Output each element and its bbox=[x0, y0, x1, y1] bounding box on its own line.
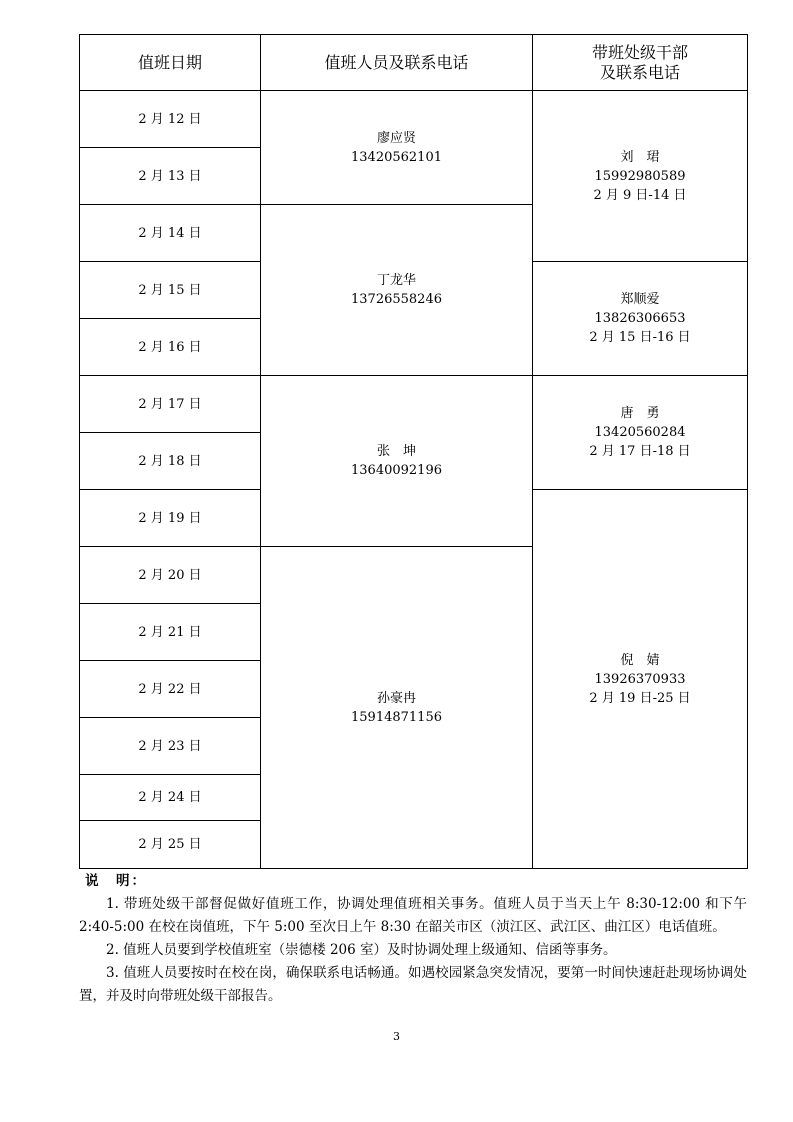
staff-phone: 15914871156 bbox=[351, 709, 442, 725]
duty-schedule-table bbox=[79, 34, 748, 869]
date-cell: 2 月 25 日 bbox=[80, 821, 261, 869]
leader-cell bbox=[533, 91, 748, 262]
staff-cell bbox=[261, 205, 533, 376]
date-cell: 2 月 13 日 bbox=[80, 148, 261, 205]
staff-name: 孙豪冉 bbox=[376, 690, 416, 706]
leader-name: 郑顺爱 bbox=[620, 292, 660, 307]
staff-cell bbox=[261, 547, 533, 869]
leader-cell bbox=[533, 490, 748, 869]
date-cell: 2 月 20 日 bbox=[80, 547, 261, 604]
date-cell: 2 月 22 日 bbox=[80, 661, 261, 718]
date-cell: 2 月 23 日 bbox=[80, 718, 261, 775]
staff-phone: 13420562101 bbox=[351, 149, 442, 165]
staff-phone: 13640092196 bbox=[351, 463, 442, 478]
date-cell: 2 月 21 日 bbox=[80, 604, 261, 661]
leader-phone: 13826306653 bbox=[594, 311, 686, 326]
date-cell: 2 月 12 日 bbox=[80, 91, 261, 148]
leader-period: 2 月 15 日-16 日 bbox=[589, 330, 691, 345]
leader-name: 倪 婧 bbox=[620, 652, 660, 668]
staff-cell bbox=[261, 91, 533, 205]
leader-cell bbox=[533, 262, 748, 376]
date-cell: 2 月 18 日 bbox=[80, 433, 261, 490]
leader-period: 2 月 19 日-25 日 bbox=[589, 690, 691, 706]
page-number: 3 bbox=[393, 1030, 400, 1043]
leader-period: 2 月 9 日-14 日 bbox=[593, 187, 687, 203]
staff-name: 廖应贤 bbox=[376, 130, 416, 146]
table-row bbox=[80, 376, 748, 433]
staff-name: 丁龙华 bbox=[376, 273, 416, 288]
date-cell: 2 月 14 日 bbox=[80, 205, 261, 262]
staff-phone: 13726558246 bbox=[351, 292, 442, 307]
date-cell: 2 月 19 日 bbox=[80, 490, 261, 547]
header-leader bbox=[533, 35, 748, 91]
staff-name: 张 坤 bbox=[376, 444, 416, 459]
date-cell: 2 月 17 日 bbox=[80, 376, 261, 433]
leader-period: 2 月 17 日-18 日 bbox=[589, 444, 691, 459]
leader-cell bbox=[533, 376, 748, 490]
staff-cell bbox=[261, 376, 533, 547]
note-item: 2. 值班人员要到学校值班室（崇德楼 206 室）及时协调处理上级通知、信函等事务。 bbox=[106, 942, 617, 958]
note-item: 1. 带班处级干部督促做好值班工作，协调处理值班相关事务。值班人员于当天上午 8:30-12:00 和下午 2:40-5:00 在校在岗值班，下午 5:00 至次日上午 8:30 在韶关市区（浈江区、武江区、曲江区）电话值班。 bbox=[79, 896, 747, 935]
header-staff: 值班人员及联系电话 bbox=[261, 35, 533, 91]
table-row bbox=[80, 91, 748, 148]
header-leader-line2: 及联系电话 bbox=[599, 62, 680, 82]
header-row bbox=[80, 35, 748, 91]
leader-name: 刘 珺 bbox=[620, 149, 660, 165]
date-cell: 2 月 16 日 bbox=[80, 319, 261, 376]
note-item: 3. 值班人员要按时在校在岗，确保联系电话畅通。如遇校园紧急突发情况，要第一时间快速赶赴现场协调处置，并及时向带班处级干部报告。 bbox=[79, 965, 747, 1004]
notes-title: 说 明： bbox=[85, 873, 147, 889]
date-cell: 2 月 15 日 bbox=[80, 262, 261, 319]
header-date: 值班日期 bbox=[80, 35, 261, 91]
header-leader-line1: 带班处级干部 bbox=[591, 42, 688, 62]
leader-phone: 13420560284 bbox=[594, 425, 686, 440]
leader-phone: 13926370933 bbox=[594, 671, 686, 687]
leader-phone: 15992980589 bbox=[594, 168, 686, 184]
notes-section bbox=[79, 870, 747, 1008]
date-cell: 2 月 24 日 bbox=[80, 775, 261, 821]
leader-name: 唐 勇 bbox=[620, 406, 660, 421]
